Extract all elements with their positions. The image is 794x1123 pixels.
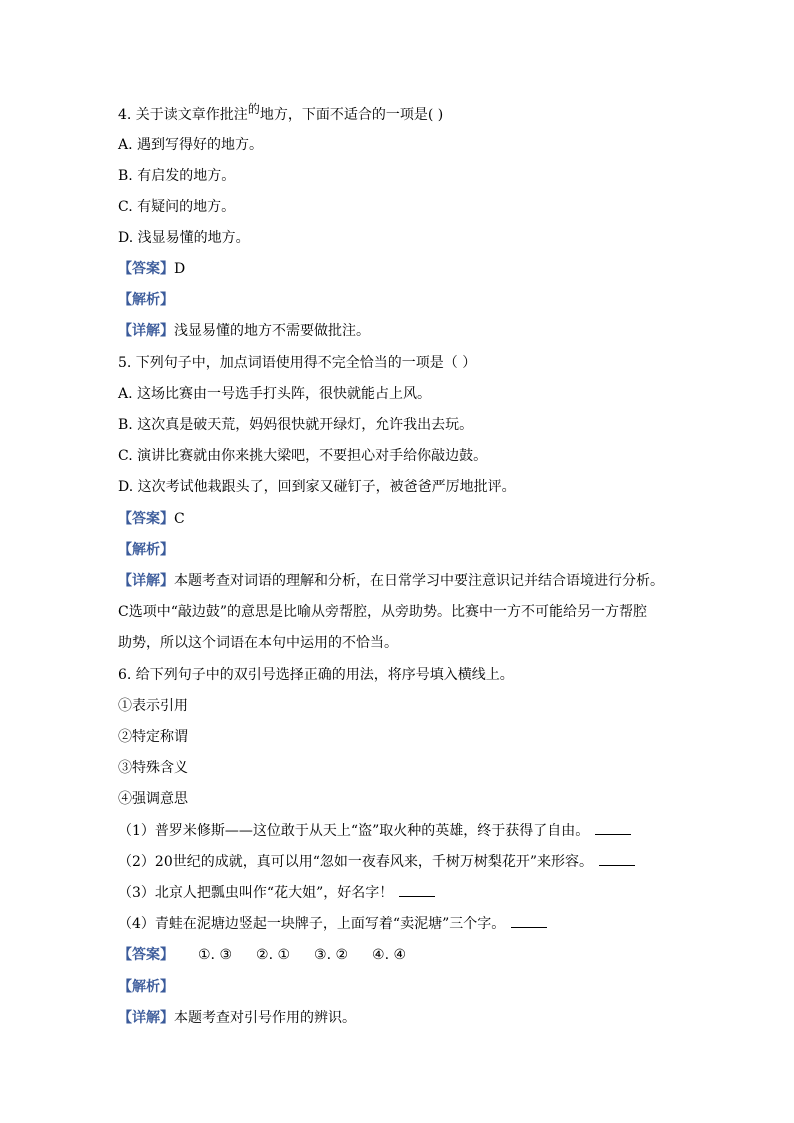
q6-choice-1: ①表示引用	[118, 698, 188, 714]
q6-answer	[118, 946, 406, 964]
q6-analysis	[118, 978, 174, 996]
q6-choice-2: ②特定称谓	[118, 729, 188, 745]
answer-tag: 【答案】	[118, 261, 174, 277]
q5-detail-line2: C选项中“敲边鼓”的意思是比喻从旁帮腔，从旁助势。比赛中一方不可能给另一方帮腔	[118, 604, 648, 620]
q5-detail-line3: 助势，所以这个词语在本句中运用的不恰当。	[118, 635, 398, 651]
q4-option-b: B. 有启发的地方。	[118, 168, 236, 184]
q4-answer	[118, 260, 185, 278]
q4-option-a: A. 遇到写得好的地方。	[118, 137, 264, 153]
analysis-tag: 【解析】	[118, 292, 174, 308]
q4-detail: 【详解】浅显易懂的地方不需要做批注。	[118, 323, 370, 339]
answer-blank[interactable]	[511, 915, 547, 928]
q4-option-d: D. 浅显易懂的地方。	[118, 230, 250, 246]
q6-item-3: （3）北京人把瓢虫叫作“花大姐”，好名字！	[118, 884, 435, 902]
q5-analysis	[118, 541, 174, 559]
q5-option-c: C. 演讲比赛就由你来挑大梁吧，不要担心对手给你敲边鼓。	[118, 448, 488, 464]
analysis-tag: 【解析】	[118, 542, 174, 558]
q5-detail: 【详解】本题考查对词语的理解和分析，在日常学习中要注意识记并结合语境进行分析。	[118, 573, 664, 589]
answer-tag: 【答案】	[118, 947, 174, 963]
q5-option-b: B. 这次真是破天荒，妈妈很快就开绿灯，允许我出去玩。	[118, 417, 474, 433]
detail-tag: 【详解】	[118, 1010, 174, 1026]
q4-stem: 4. 关于读文章作批注的地方，下面不适合的一项是( )	[118, 102, 444, 123]
answer-value: C	[174, 511, 185, 527]
q6-item-4: （4）青蛙在泥塘边竖起一块牌子，上面写着“卖泥塘”三个字。	[118, 915, 547, 933]
detail-tag: 【详解】	[118, 573, 174, 589]
answer-value-1: ①. ③	[198, 947, 233, 963]
q4-stem-superscript: 的	[247, 102, 260, 116]
q5-option-d: D. 这次考试他栽跟头了，回到家又碰钉子，被爸爸严厉地批评。	[118, 479, 516, 495]
q5-option-a: A. 这场比赛由一号选手打头阵，很快就能占上风。	[118, 386, 432, 402]
answer-blank[interactable]	[595, 822, 631, 835]
q6-item-2: （2）20世纪的成就，真可以用“忽如一夜春风来，千树万树梨花开”来形容。	[118, 853, 635, 871]
answer-blank[interactable]	[599, 853, 635, 866]
answer-value-3: ③. ②	[314, 947, 349, 963]
analysis-tag: 【解析】	[118, 979, 174, 995]
q6-stem: 6. 给下列句子中的双引号选择正确的用法，将序号填入横线上。	[118, 667, 514, 683]
q5-answer	[118, 510, 185, 528]
detail-tag: 【详解】	[118, 323, 174, 339]
answer-value-4: ④. ④	[372, 947, 407, 963]
q6-choice-4: ④强调意思	[118, 791, 188, 807]
q6-choice-3: ③特殊含义	[118, 760, 188, 776]
q5-stem: 5. 下列句子中，加点词语使用得不完全恰当的一项是（ ）	[118, 355, 477, 371]
answer-blank[interactable]	[399, 884, 435, 897]
answer-value: D	[174, 261, 186, 277]
q4-analysis	[118, 291, 174, 309]
answer-tag: 【答案】	[118, 511, 174, 527]
q4-option-c: C. 有疑问的地方。	[118, 199, 236, 215]
answer-value-2: ②. ①	[256, 947, 291, 963]
q6-item-1: （1）普罗米修斯——这位敢于从天上“盗”取火种的英雄，终于获得了自由。	[118, 822, 631, 840]
q6-detail: 【详解】本题考查对引号作用的辨识。	[118, 1010, 356, 1026]
